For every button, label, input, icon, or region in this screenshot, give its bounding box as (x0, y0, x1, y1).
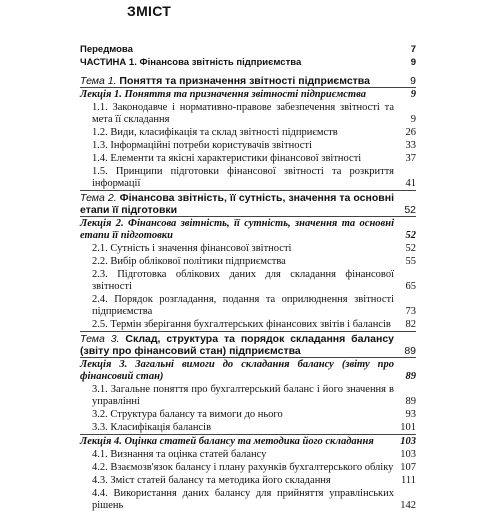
toc-page-number: 9 (410, 75, 416, 87)
toc-page-number: 65 (405, 281, 416, 292)
toc-page-number: 52 (404, 204, 416, 216)
toc-entry-title: 2.5. Термін зберігання бухгалтерських фінансових звітів і балансів (92, 319, 391, 330)
toc-entry-title: 4.3. Зміст статей балансу та методика його складання (92, 475, 331, 486)
toc-page-number: 142 (400, 500, 416, 511)
toc-page-number: 103 (400, 436, 416, 447)
toc-entry-lecture (80, 216, 416, 242)
toc-page-number: 9 (410, 114, 416, 125)
toc-page-number: 73 (405, 306, 416, 317)
toc-topic-title: Фінансова звітність, її сутність, значення та основні етапи її підготовки (80, 192, 394, 216)
toc-entry-topic (80, 190, 416, 216)
toc-page-number: 107 (400, 462, 416, 473)
toc-topic-label: Тема 1. (80, 75, 117, 87)
toc-entry-title: 2.3. Підготовка облікових даних для складання фінансової звітності (92, 269, 394, 292)
toc-page-number: 7 (410, 44, 416, 55)
toc-entry-title: Передмова (80, 44, 133, 55)
toc-page-number: 26 (405, 127, 416, 138)
toc-entry-item (80, 126, 416, 139)
toc-entry-lecture (80, 357, 416, 383)
toc-entry-topic (80, 74, 416, 87)
toc-page-number: 9 (410, 89, 416, 100)
toc-page-number: 41 (405, 178, 416, 189)
toc-page-number: 82 (405, 319, 416, 330)
toc-entry-title: Лекція 4. Оцінка статей балансу та методика його складання (80, 436, 374, 447)
toc-entry-item (80, 293, 416, 318)
toc-topic-label: Тема 2. (80, 192, 117, 204)
toc-entry-title: Лекція 2. Фінансова звітність, її сутність, значення та основні етапи її підготовки (80, 218, 394, 241)
toc-entry-item (80, 421, 416, 434)
toc-entry-title: 3.3. Класифікація балансів (92, 422, 212, 433)
toc-entry-item (80, 101, 416, 126)
toc-entry-title (80, 75, 394, 87)
toc-page-number: 101 (400, 422, 416, 433)
toc-entry-title: 1.4. Елементи та якісні характеристики фінансової звітності (92, 153, 362, 164)
toc-entry-title: 2.4. Порядок розгладання, подання та оприлюднення звітності підприємства (92, 294, 394, 317)
toc-entry-title: Лекція 1. Поняття та призначення звітності підприємства (80, 89, 366, 100)
toc-entry-title: 2.1. Сутність і значення фінансової звітності (92, 243, 292, 254)
toc-entry-item (80, 165, 416, 190)
toc-page-number: 89 (404, 345, 416, 357)
toc-entry-part (80, 43, 416, 56)
toc-page-number: 52 (405, 243, 416, 254)
toc-entry-title (80, 333, 394, 357)
toc-page-number: 103 (400, 449, 416, 460)
toc-page-number: 55 (405, 256, 416, 267)
toc-topic-title: Склад, структура та порядок складання балансу (звіту про фінансовий стан) підприємства (80, 333, 395, 357)
toc-entry-item (80, 474, 416, 487)
toc-page-number: 89 (405, 371, 416, 382)
toc-entry-title: Лекція 3. Загальні вимоги до складання балансу (звіту про фінансовий стан) (80, 359, 394, 382)
toc-topic-title: Поняття та призначення звітності підприємства (119, 75, 370, 87)
toc-page-number: 93 (405, 409, 416, 420)
toc-entry-lecture (80, 434, 416, 448)
toc-entry-item (80, 268, 416, 293)
toc-entry-item (80, 408, 416, 421)
toc-page-number: 9 (410, 57, 416, 68)
toc-entry-item (80, 139, 416, 152)
toc-entry-item (80, 152, 416, 165)
toc-entry-title: 3.2. Структура балансу та вимоги до нього (92, 409, 283, 420)
toc-entry-lecture (80, 87, 416, 101)
page-title: ЗМІСТ (127, 3, 172, 19)
toc-entry-item (80, 461, 416, 474)
toc-entry-title: 1.1. Законодавче і нормативно-правове забезпечення звітності та мета її складання (92, 102, 394, 125)
toc-page-number: 111 (401, 475, 416, 486)
toc-page-number: 33 (405, 140, 416, 151)
toc-entry-item (80, 448, 416, 461)
toc-entry-item (80, 242, 416, 255)
toc-page-number: 37 (405, 153, 416, 164)
toc-entry-title: 4.4. Використання даних балансу для прийняття управлінських рішень (92, 488, 394, 511)
toc-entry-item (80, 255, 416, 268)
toc-topic-label: Тема 3. (80, 333, 120, 345)
toc-entry-title (80, 192, 394, 216)
toc-entry-title: 1.3. Інформаційні потреби користувачів звітності (92, 140, 312, 151)
toc-entry-part (80, 56, 416, 69)
toc-entry-topic (80, 331, 416, 357)
toc-entry-title: 1.2. Види, класифікація та склад звітності підприємств (92, 127, 338, 138)
toc-entry-title: 4.1. Визнання та оцінка статей балансу (92, 449, 267, 460)
toc-entry-title: 1.5. Принципи підготовки фінансової звітності та розкриття інформації (92, 166, 394, 189)
toc-entry-item (80, 383, 416, 408)
toc-entry-title: 2.2. Вибір облікової політики підприємства (92, 256, 286, 267)
toc-page-number: 52 (405, 230, 416, 241)
toc-entry-title: ЧАСТИНА 1. Фінансова звітність підприємства (80, 57, 302, 68)
toc-entry-title: 3.1. Загальне поняття про бухгалтерський баланс і його значення в управлінні (92, 384, 394, 407)
toc-entry-item (80, 318, 416, 331)
toc-entry-title: 4.2. Взаємозв'язок балансу і плану рахунків бухгалтерського обліку (92, 462, 394, 473)
toc-page-number: 89 (405, 396, 416, 407)
table-of-contents (80, 38, 416, 512)
